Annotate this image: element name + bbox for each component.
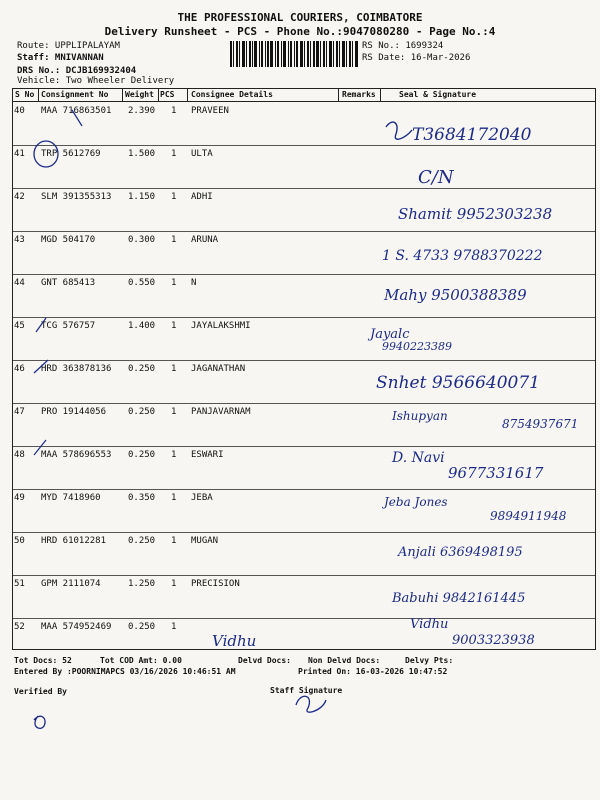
runsheet-table [12,88,596,650]
entered-by: Entered By :POORNIMAPCS 03/16/2026 10:46:51 AM [14,667,236,676]
hw-row-49a: Jeba Jones [384,495,448,509]
table-row [13,145,595,189]
row-sno: 40 [14,106,25,116]
row-weight: 2.390 [128,106,156,116]
row-pcs: 1 [171,622,177,632]
hw-row-51b: Vidhu [410,617,449,632]
row-weight: 1.250 [128,579,156,589]
row-consignment: PRO 19144056 [41,407,107,417]
row-consignee: JEBA [191,493,213,503]
route-label: Route: UPPLIPALAYAM [17,41,120,51]
row-weight: 1.400 [128,321,156,331]
row-consignee: N [191,278,197,288]
verified-by: Verified By [14,687,67,696]
hw-row-44: Mahy 9500388389 [384,286,527,304]
row-consignee: ULTA [191,149,213,159]
row-consignee: ADHI [191,192,213,202]
row-consignee: PRECISION [191,579,240,589]
row-weight: 0.250 [128,622,156,632]
hw-row-45b: 9940223389 [382,340,452,353]
row-consignee: PRAVEEN [191,106,229,116]
hw-row-51a: Babuhi 9842161445 [392,591,526,606]
barcode [230,41,358,67]
table-row [13,317,595,361]
row-consignee: MUGAN [191,536,219,546]
row-consignment: TRP 5612769 [41,149,101,159]
delivery-points: Delvy Pts: [405,656,454,665]
rs-number: RS No.: 1699324 [362,41,444,51]
non-delivered-docs: Non Delvd Docs: [308,656,381,665]
row-sno: 52 [14,622,25,632]
row-pcs: 1 [171,321,177,331]
row-weight: 0.350 [128,493,156,503]
row-sno: 50 [14,536,25,546]
row-sno: 46 [14,364,25,374]
row-consignment: MAA 716863501 [41,106,112,116]
hw-row-52: Vidhu [212,632,257,650]
staff-signature-scribble [296,696,326,712]
row-weight: 0.550 [128,278,156,288]
staff-label: Staff: MNIVANNAN [17,53,104,63]
row-weight: 1.150 [128,192,156,202]
delivered-docs: Delvd Docs: [238,656,291,665]
col-consignee: Consignee Details [191,90,273,99]
row-consignment: MYD 7418960 [41,493,101,503]
col-pcs: PCS [160,90,175,99]
drs-number: DRS No.: DCJB169932404 [17,66,137,76]
row-pcs: 1 [171,579,177,589]
table-row [13,274,595,318]
hw-row-42: Shamit 9952303238 [398,205,553,223]
row-weight: 0.250 [128,450,156,460]
row-weight: 0.250 [128,536,156,546]
row-consignment: MAA 578696553 [41,450,112,460]
company-title: THE PROFESSIONAL COURIERS, COIMBATORE [177,11,423,24]
row-sno: 41 [14,149,25,159]
row-pcs: 1 [171,235,177,245]
row-weight: 1.500 [128,149,156,159]
row-sno: 43 [14,235,25,245]
hw-row-45a: Jayalc [370,327,410,342]
row-weight: 0.250 [128,364,156,374]
col-weight: Weight [125,90,154,99]
table-row [13,446,595,490]
row-consignment: MAA 574952469 [41,622,112,632]
row-pcs: 1 [171,149,177,159]
table-row [13,575,595,619]
row-pcs: 1 [171,536,177,546]
hw-row-46: Snhet 9566640071 [376,373,540,393]
row-pcs: 1 [171,493,177,503]
row-consignee: JAYALAKSHMI [191,321,251,331]
table-row [13,618,595,661]
hw-row-49b: 9894911948 [490,509,567,523]
row-sno: 42 [14,192,25,202]
row-consignee: JAGANATHAN [191,364,246,374]
row-pcs: 1 [171,407,177,417]
row-consignment: GPM 2111074 [41,579,101,589]
table-row [13,532,595,576]
row-sno: 51 [14,579,25,589]
row-sno: 47 [14,407,25,417]
hw-row-48b: 9677331617 [448,464,544,482]
row-consignee: ARUNA [191,235,219,245]
printed-on: Printed On: 16-03-2026 10:47:52 [298,667,448,676]
row-sno: 48 [14,450,25,460]
row-consignment: SLM 391355313 [41,192,112,202]
col-remarks: Remarks [342,90,376,99]
hw-row-48a: D. Navi [392,450,445,466]
row-consignee: ESWARI [191,450,224,460]
table-row [13,231,595,275]
col-consignment: Consignment No [41,90,109,99]
hw-row-47b: 8754937671 [502,417,579,431]
row-weight: 0.300 [128,235,156,245]
hw-row-51c: 9003323938 [452,633,535,648]
row-consignment: HRD 61012281 [41,536,107,546]
col-sno: S No [15,90,35,99]
table-header [13,89,595,102]
table-row [13,360,595,404]
row-pcs: 1 [171,106,177,116]
row-consignment: HRD 363878136 [41,364,112,374]
row-consignment: GNT 685413 [41,278,96,288]
row-sno: 44 [14,278,25,288]
col-seal: Seal & Signature [399,90,477,99]
table-row [13,188,595,232]
hw-row-47a: Ishupyan [392,409,448,423]
row-consignee: PANJAVARNAM [191,407,251,417]
row-sno: 49 [14,493,25,503]
row-pcs: 1 [171,192,177,202]
total-cod: Tot COD Amt: 0.00 [100,656,182,665]
vehicle-label: Vehicle: Two Wheeler Delivery [17,76,175,86]
table-row [13,489,595,533]
row-sno: 45 [14,321,25,331]
runsheet-subtitle: Delivery Runsheet - PCS - Phone No.:9047080280 - Page No.:4 [104,25,496,38]
row-consignment: MGD 504170 [41,235,96,245]
table-row [13,102,595,146]
staff-signature: Staff Signature [270,686,343,695]
row-weight: 0.250 [128,407,156,417]
hw-row-50: Anjali 6369498195 [398,545,523,560]
total-docs: Tot Docs: 52 [14,656,72,665]
row-consignment: TCG 576757 [41,321,96,331]
hw-row-40: T3684172040 [412,125,532,145]
hw-row-43: 1 S. 4733 9788370222 [382,248,543,264]
row-pcs: 1 [171,278,177,288]
verified-signature-scribble [34,716,45,728]
table-row [13,403,595,447]
row-pcs: 1 [171,364,177,374]
rs-date: RS Date: 16-Mar-2026 [362,53,471,63]
row-pcs: 1 [171,450,177,460]
hw-row-41: C/N [418,167,454,188]
